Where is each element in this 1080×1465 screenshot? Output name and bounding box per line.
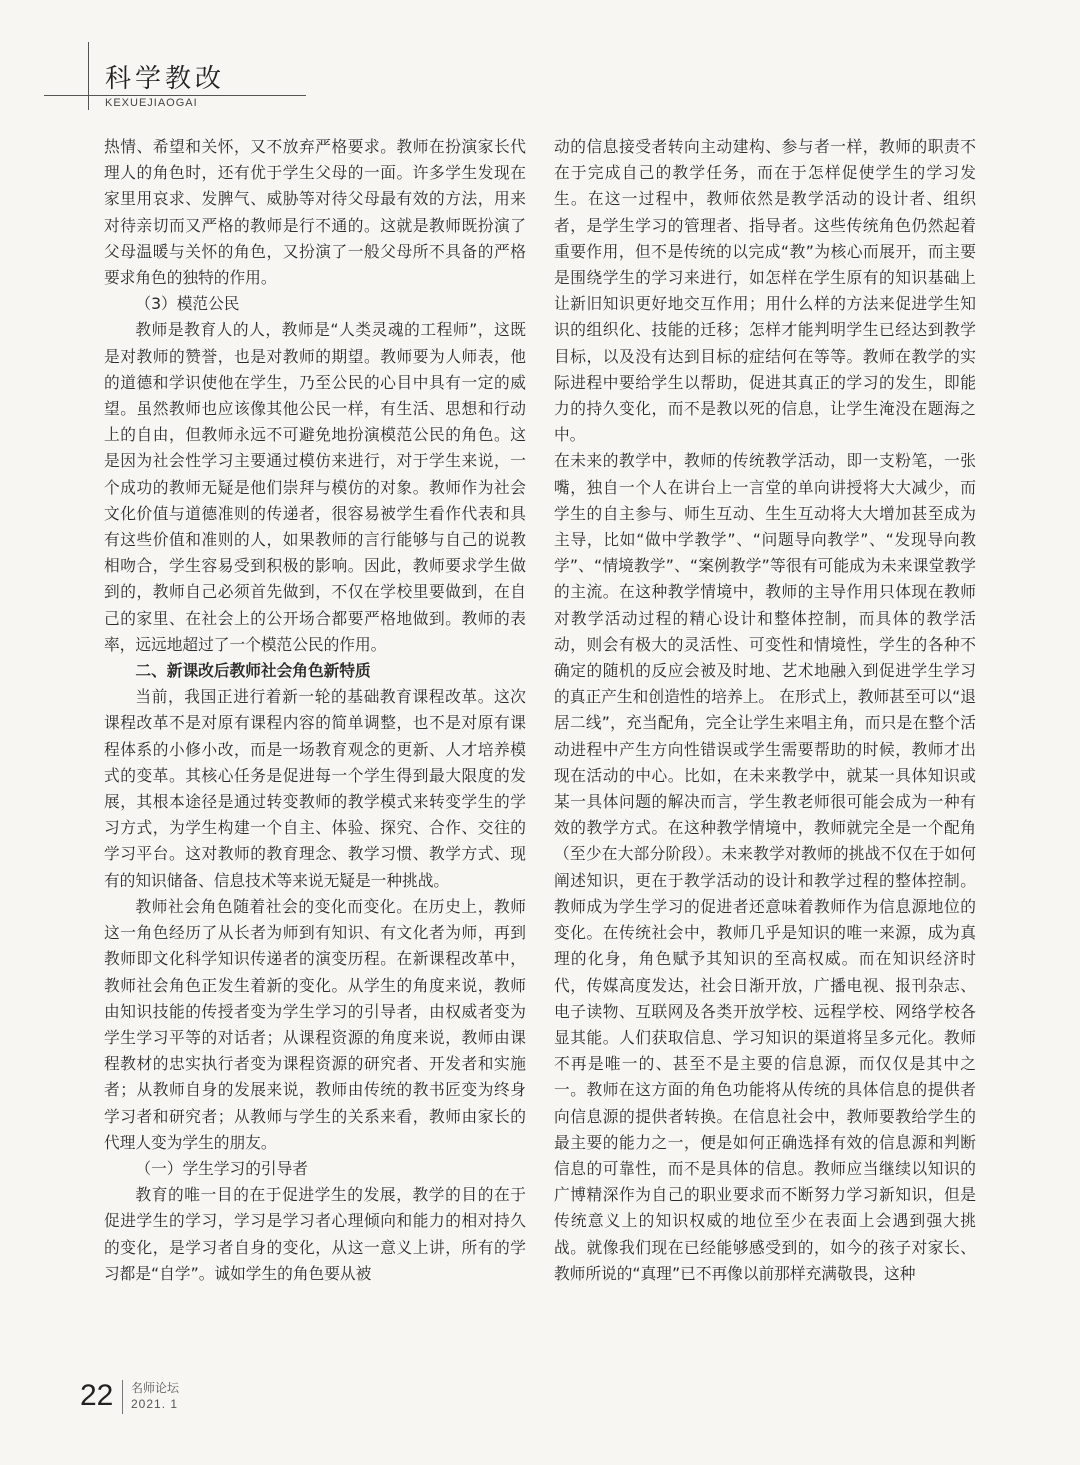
- paragraph: 教育的唯一目的在于促进学生的发展，教学的目的在于促进学生的学习，学习是学习者心理倾向和能力的相对持久的变化，是学习者自身的变化，从这一意义上讲，所有的学习都是“自学”。诚如学生的角色要从被: [104, 1185, 526, 1283]
- journal-name: 名师论坛: [131, 1381, 180, 1395]
- paragraph: 教师是教育人的人，教师是“人类灵魂的工程师”，这既是对教师的赞誉，也是对教师的期望。教师要为人师表，他的道德和学识使他在学生，乃至公民的心目中具有一定的威望。虽然教师也应该像其他公民一样，有生活、思想和行动上的自由，但教师永远不可避免地扮演模范公民的角色。这是因为社会性学习主要通过模仿来进行，对于学生来说，一个成功的教师无疑是他们崇拜与模仿的对象。教师作为社会文化价值与道德准则的传递者，很容易被学生看作代表和具有这些价值和准则的人，如果教师的言行能够与自己的说教相吻合，学生容易受到积极的影响。因此，教师要求学生做到的，教师自己必须首先做到，不仅在学校里要做到，在自己的家里、在社会上的公开场合都要严格地做到。教师的表率，远远地超过了一个模范公民的作用。: [104, 320, 526, 654]
- paragraph: 热情、希望和关怀，又不放弃严格要求。教师在扮演家长代理人的角色时，还有优于学生父母的一面。许多学生发现在家里用哀求、发脾气、威胁等对待父母最有效的方法，用来对待亲切而又严格的教师是行不通的。这就是教师既扮演了父母温暖与关怀的角色，又扮演了一般父母所不具备的严格要求角色的独特的作用。: [104, 137, 526, 288]
- right-column: [554, 134, 976, 1287]
- section-heading: 二、新课改后教师社会角色新特质: [135, 661, 371, 681]
- section-title: 科学教改: [105, 64, 226, 94]
- issue-date: 2021. 1: [131, 1397, 179, 1411]
- subheading: （一）学生学习的引导者: [135, 1158, 308, 1178]
- subheading: （3）模范公民: [135, 294, 240, 314]
- page-number: 22: [80, 1379, 114, 1412]
- paragraph: 动的信息接受者转向主动建构、参与者一样，教师的职责不在于完成自己的教学任务，而在于怎样促使学生的学习发生。在这一过程中，教师依然是教学活动的设计者、组织者，是学生学习的管理者、指导者。这些传统角色仍然起着重要作用，但不是传统的以完成“教”为核心而展开，而主要是围绕学生的学习来进行，如怎样在学生原有的知识基础上让新旧知识更好地交互作用；用什么样的方法来促进学生知识的组织化、技能的迁移；怎样才能判明学生已经达到教学目标，以及没有达到目标的症结何在等等。教师在教学的实际进程中要给学生以帮助，促进其真正的学习的发生，即能力的持久变化，而不是教以死的信息，让学生淹没在题海之中。: [554, 137, 976, 445]
- section-subtitle: KEXUEJIAOGAI: [105, 97, 198, 109]
- footer-rule: [122, 1380, 123, 1414]
- header-horizontal-rule: [44, 95, 306, 96]
- paragraph: 在未来的教学中，教师的传统教学活动，即一支粉笔，一张嘴，独自一个人在讲台上一言堂的单向讲授将大大减少，而学生的自主参与、师生互动、生生互动将大大增加甚至成为主导，比如“做中学教学”、“问题导向教学”、“发现导向教学”、“情境教学”、“案例教学”等很有可能成为未来课堂教学的主流。在这种教学情境中，教师的主导作用只体现在教师对教学活动过程的精心设计和整体控制，而具体的教学活动，则会有极大的灵活性、可变性和情境性，学生的各种不确定的随机的反应会被及时地、艺术地融入到促进学生学习的真正产生和创造性的培养上。 在形式上，教师甚至可以“退居二线”，充当配角，完全让学生来唱主角，而只是在整个活动进程中产生方向性错误或学生需要帮助的时候，教师才出现在活动的中心。比如，在未来教学中，就某一具体知识或某一具体问题的解决而言，学生教老师很可能会成为一种有效的教学方式。在这种教学情境中，教师就完全是一个配角（至少在大部分阶段）。未来教学对教师的挑战不仅在于如何阐述知识，更在于教学活动的设计和教学过程的整体控制。教师成为学生学习的促进者还意味着教师作为信息源地位的变化。在传统社会中，教师几乎是知识的唯一来源，成为真理的化身，角色赋予其知识的至高权威。而在知识经济时代，传媒高度发达，社会日渐开放，广播电视、报刊杂志、电子读物、互联网及各类开放学校、远程学校、网络学校各显其能。人们获取信息、学习知识的渠道将呈多元化。教师不再是唯一的、甚至不是主要的信息源，而仅仅是其中之一。教师在这方面的角色功能将从传统的具体信息的提供者向信息源的提供者转换。在信息社会中，教师要教给学生的最主要的能力之一，便是如何正确选择有效的信息源和判断信息的可靠性，而不是具体的信息。教师应当继续以知识的广博精深作为自己的职业要求而不断努力学习新知识，但是传统意义上的知识权威的地位至少在表面上会遇到强大挑战。就像我们现在已经能够感受到的，如今的孩子对家长、教师所说的“真理”已不再像以前那样充满敬畏，这种: [554, 451, 976, 1283]
- header-vertical-rule: [88, 42, 89, 110]
- left-column: [104, 134, 526, 1287]
- paragraph: 教师社会角色随着社会的变化而变化。在历史上，教师这一角色经历了从长者为师到有知识、有文化者为师，再到教师即文化科学知识传递者的演变历程。在新课程改革中，教师社会角色正发生着新的变化。从学生的角度来说，教师由知识技能的传授者变为学生学习的引导者，由权威者变为学生学习平等的对话者；从课程资源的角度来说，教师由课程教材的忠实执行者变为课程资源的研究者、开发者和实施者；从教师自身的发展来说，教师由传统的教书匠变为终身学习者和研究者；从教师与学生的关系来看，教师由家长的代理人变为学生的朋友。: [104, 896, 526, 1152]
- paragraph: 当前，我国正进行着新一轮的基础教育课程改革。这次课程改革不是对原有课程内容的简单调整，也不是对原有课程体系的小修小改，而是一场教育观念的更新、人才培养模式的变革。其核心任务是促进每一个学生得到最大限度的发展，其根本途径是通过转变教师的教学模式来转变学生的学习方式，为学生构建一个自主、体验、探究、合作、交往的学习平台。这对教师的教育理念、教学习惯、教学方式、现有的知识储备、信息技术等来说无疑是一种挑战。: [104, 687, 526, 890]
